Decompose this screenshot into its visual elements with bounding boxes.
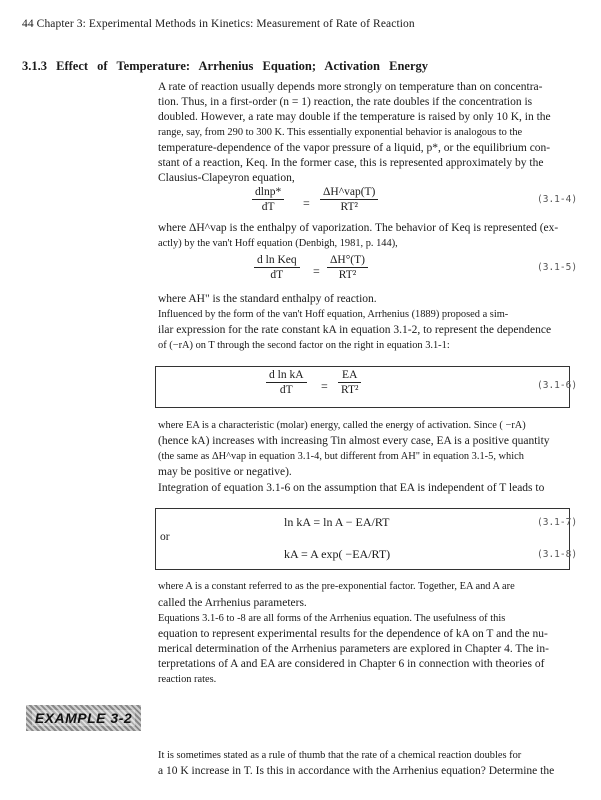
- body-line: reaction rates.: [158, 674, 217, 685]
- equals-sign: =: [303, 196, 310, 210]
- body-line: Integration of equation 3.1-6 on the assumption that EA is independent of T leads to: [158, 482, 545, 494]
- eq-lhs-fraction: [252, 186, 284, 213]
- eq-lhs-fraction: [254, 254, 300, 281]
- eq-numerator: ΔH^vap(T): [323, 186, 376, 198]
- body-line: where A is a constant referred to as the pre-exponential factor. Together, EA and A are: [158, 581, 515, 592]
- fraction-bar: [327, 267, 368, 268]
- equation-number: (3.1-6): [537, 380, 578, 391]
- example-badge: [26, 705, 141, 731]
- fraction-bar: [320, 199, 378, 200]
- eq-denominator: RT²: [340, 201, 358, 213]
- equation-arrhenius-exp: kA = A exp( −EA/RT): [284, 547, 391, 561]
- body-line: doubled. However, a rate may double if the temperature is raised by only 10 K, in the: [158, 111, 551, 123]
- body-line: merical determination of the Arrhenius parameters are explored in Chapter 4. The in-: [158, 643, 549, 655]
- equation-number: (3.1-7): [537, 517, 578, 528]
- body-line: stant of a reaction, Keq. In the former case, this is represented approximately by the: [158, 157, 544, 169]
- body-line: range, say, from 290 to 300 K. This essentially exponential behavior is analogous to the: [158, 127, 523, 138]
- fraction-bar: [266, 382, 307, 383]
- body-line: where ΔH^vap is the enthalpy of vaporization. The behavior of Keq is represented (ex-: [158, 222, 559, 234]
- equals-sign: =: [321, 379, 328, 393]
- eq-denominator: RT²: [341, 384, 359, 396]
- eq-denominator: dT: [279, 384, 293, 396]
- body-line: Clausius-Clapeyron equation,: [158, 172, 295, 184]
- body-line: ilar expression for the rate constant kA in equation 3.1-2, to represent the dependence: [158, 324, 552, 336]
- body-line: a 10 K increase in T. Is this in accordance with the Arrhenius equation? Determine the: [158, 765, 555, 777]
- fraction-bar: [254, 267, 300, 268]
- body-line: Equations 3.1-6 to -8 are all forms of the Arrhenius equation. The usefulness of this: [158, 613, 506, 624]
- body-line: temperature-dependence of the vapor pressure of a liquid, p*, or the equilibrium con-: [158, 142, 551, 154]
- section-heading: [22, 59, 428, 74]
- eq-numerator: d ln kA: [269, 369, 304, 381]
- body-line: may be positive or negative).: [158, 466, 292, 478]
- eq-denominator: RT²: [338, 269, 357, 281]
- body-line: A rate of reaction usually depends more strongly on temperature than on concentra-: [158, 81, 543, 93]
- eq-lhs-fraction: [266, 369, 307, 396]
- equation-number: (3.1-4): [537, 194, 578, 205]
- body-line: where AH" is the standard enthalpy of reaction.: [158, 293, 377, 305]
- equals-sign: =: [313, 264, 320, 278]
- eq-numerator: ΔH°(T): [330, 254, 365, 266]
- body-line: terpretations of A and EA are considered in Chapter 6 in connection with theories of: [158, 658, 545, 670]
- body-line: (the same as ΔH^vap in equation 3.1-4, but different from AH" in equation 3.1-5, which: [158, 451, 524, 462]
- body-line: Influenced by the form of the van't Hoff equation, Arrhenius (1889) proposed a sim-: [158, 309, 509, 320]
- example-label: EXAMPLE 3-2: [32, 710, 135, 726]
- eq-rhs-fraction: [327, 254, 368, 281]
- body-line: tion. Thus, in a first-order (n = 1) reaction, the rate doubles if the concentration is: [158, 96, 533, 108]
- section-number: 3.1.3: [22, 59, 47, 73]
- eq-numerator: d ln Keq: [257, 254, 297, 266]
- equation-arrhenius-log: ln kA = ln A − EA/RT: [284, 515, 390, 529]
- body-line: It is sometimes stated as a rule of thumb that the rate of a chemical reaction doubles for: [158, 750, 522, 761]
- body-line: called the Arrhenius parameters.: [158, 597, 307, 609]
- body-line: of (−rA) on T through the second factor on the right in equation 3.1-1:: [158, 340, 450, 351]
- eq-numerator: EA: [342, 369, 358, 381]
- equation-number: (3.1-8): [537, 549, 578, 560]
- fraction-bar: [338, 382, 361, 383]
- equation-box: [155, 366, 570, 408]
- eq-rhs-fraction: [320, 186, 378, 213]
- eq-rhs-fraction: [338, 369, 361, 396]
- or-connector: or: [160, 531, 170, 543]
- fraction-bar: [252, 199, 284, 200]
- body-line: where EA is a characteristic (molar) energy, called the energy of activation. Since ( −rA): [158, 420, 526, 431]
- body-line: equation to represent experimental results for the dependence of kA on T and the nu-: [158, 628, 548, 640]
- equation-number: (3.1-5): [537, 262, 578, 273]
- eq-denominator: dT: [261, 201, 275, 213]
- section-title: Effect of Temperature: Arrhenius Equation; Activation Energy: [56, 59, 428, 73]
- body-line: actly) by the van't Hoff equation (Denbigh, 1981, p. 144),: [158, 238, 398, 249]
- body-line: (hence kA) increases with increasing Tin almost every case, EA is a positive quantity: [158, 435, 550, 447]
- eq-numerator: dlnp*: [255, 186, 282, 198]
- eq-denominator: dT: [270, 269, 284, 281]
- running-head: 44 Chapter 3: Experimental Methods in Kinetics: Measurement of Rate of Reaction: [22, 18, 415, 30]
